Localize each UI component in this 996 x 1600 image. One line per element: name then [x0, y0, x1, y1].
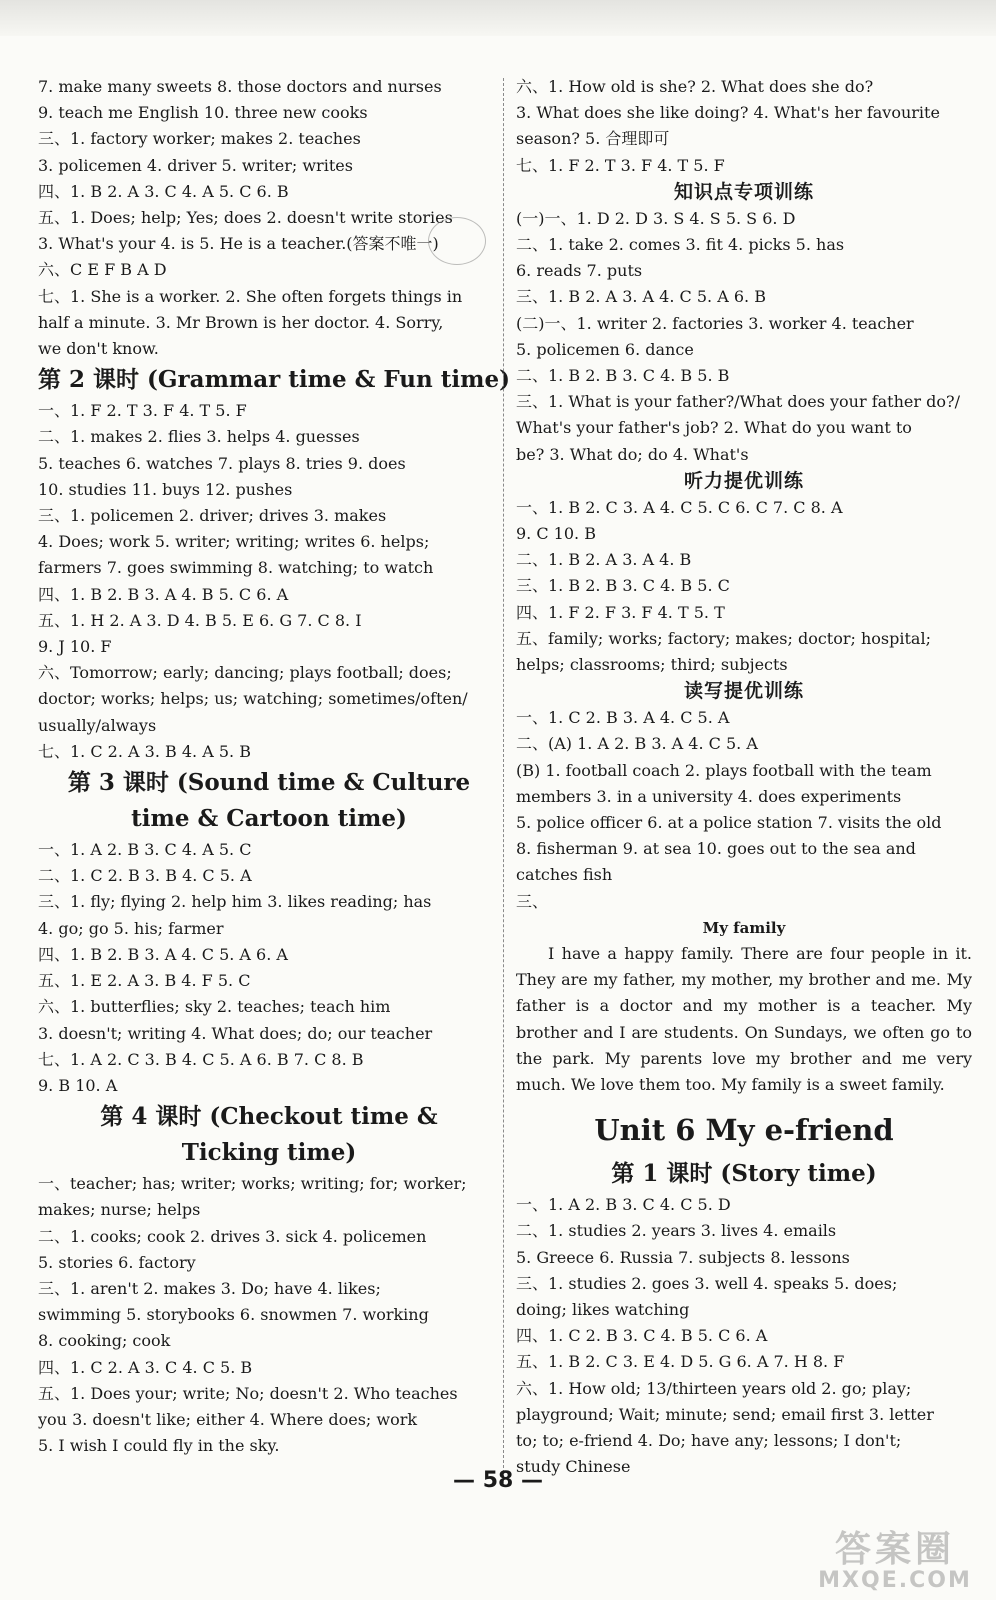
- page-top-shadow: [0, 0, 996, 36]
- right-column: [516, 74, 972, 1480]
- watermark-logo: [800, 1530, 990, 1594]
- answer-line: 四、1. B 2. B 3. A 4. B 5. C 6. A: [38, 584, 289, 604]
- answer-line: season? 5. 合理即可: [516, 129, 670, 149]
- answer-line: 二、(A) 1. A 2. B 3. A 4. C 5. A: [516, 734, 758, 754]
- essay-title: My family: [702, 918, 786, 937]
- answer-line: 5. I wish I could fly in the sky.: [38, 1436, 280, 1456]
- answer-line: 8. fisherman 9. at sea 10. goes out to the sea and: [516, 839, 916, 859]
- answer-line: 五、1. H 2. A 3. D 4. B 5. E 6. G 7. C 8. I: [38, 610, 362, 630]
- answer-line: 五、1. Does; help; Yes; does 2. doesn't write stories: [38, 208, 453, 228]
- answer-line: 三、1. factory worker; makes 2. teaches: [38, 129, 361, 149]
- answer-line: 五、1. Does your; write; No; doesn't 2. Who teaches: [38, 1383, 458, 1403]
- lesson-heading: 第 2 课时 (Grammar time & Fun time): [38, 366, 510, 394]
- answer-line: half a minute. 3. Mr Brown is her doctor. 4. Sorry,: [38, 312, 444, 332]
- answer-line: 5. teaches 6. watches 7. plays 8. tries 9. does: [38, 453, 406, 473]
- answer-line: 五、1. E 2. A 3. B 4. F 5. C: [38, 971, 251, 991]
- seal-stamp: [428, 217, 486, 265]
- answer-line: 七、1. A 2. C 3. B 4. C 5. A 6. B 7. C 8. B: [38, 1049, 364, 1069]
- section-heading: 读写提优训练: [683, 680, 804, 703]
- answer-line: 四、1. F 2. F 3. F 4. T 5. T: [516, 602, 725, 622]
- answer-line: doctor; works; helps; us; watching; sometimes/often/: [38, 689, 468, 709]
- left-column: [38, 74, 510, 1459]
- lesson-heading: 第 4 课时 (Checkout time &: [100, 1103, 438, 1131]
- answer-line: 七、1. She is a worker. 2. She often forgets things in: [38, 286, 463, 306]
- answer-line: 3. What does she like doing? 4. What's her favourite: [516, 103, 940, 123]
- answer-line: 8. cooking; cook: [38, 1331, 171, 1351]
- answer-line: members 3. in a university 4. does experiments: [516, 786, 902, 806]
- answer-line: 二、1. studies 2. years 3. lives 4. emails: [516, 1221, 837, 1241]
- section-heading: 听力提优训练: [683, 469, 804, 492]
- answer-line: we don't know.: [38, 339, 159, 359]
- answer-line: 四、1. B 2. B 3. A 4. C 5. A 6. A: [38, 944, 288, 964]
- answer-line: you 3. doesn't like; either 4. Where does; work: [38, 1409, 418, 1429]
- answer-line: 三、1. policemen 2. driver; drives 3. makes: [38, 506, 387, 526]
- answer-line: 3. doesn't; writing 4. What does; do; our teacher: [38, 1023, 433, 1043]
- answer-line: 二、1. take 2. comes 3. fit 4. picks 5. has: [516, 235, 845, 255]
- answer-line: 一、1. A 2. B 3. C 4. C 5. D: [516, 1195, 731, 1215]
- answer-line: 一、1. B 2. C 3. A 4. C 5. C 6. C 7. C 8. A: [516, 497, 843, 517]
- answer-line: 三、1. B 2. B 3. C 4. B 5. C: [516, 576, 730, 596]
- answer-line: usually/always: [38, 715, 157, 735]
- lesson-heading: time & Cartoon time): [131, 805, 407, 833]
- watermark-line1: 答案圈: [834, 1529, 955, 1570]
- answer-line: 9. teach me English 10. three new cooks: [38, 103, 368, 123]
- column-divider: [503, 78, 504, 1483]
- answer-line: 一、1. C 2. B 3. A 4. C 5. A: [516, 708, 730, 728]
- answer-line: 七、1. C 2. A 3. B 4. A 5. B: [38, 741, 251, 761]
- answer-line: be? 3. What do; do 4. What's: [516, 444, 749, 464]
- answer-line: 二、1. makes 2. flies 3. helps 4. guesses: [38, 427, 360, 447]
- page-number: — 58 —: [453, 1468, 543, 1493]
- answer-line: 3. policemen 4. driver 5. writer; writes: [38, 155, 353, 175]
- answer-line: 三、1. What is your father?/What does your father do?/: [516, 392, 960, 412]
- answer-line: 5. Greece 6. Russia 7. subjects 8. lessons: [516, 1247, 850, 1267]
- answer-line: 9. J 10. F: [38, 637, 112, 657]
- answer-line: What's your father's job? 2. What do you want to: [516, 418, 912, 438]
- answer-line: doing; likes watching: [516, 1299, 690, 1319]
- answer-line: 4. Does; work 5. writer; writing; writes 6. helps;: [38, 532, 430, 552]
- answer-line: 一、1. F 2. T 3. F 4. T 5. F: [38, 401, 247, 421]
- answer-line: 二、1. B 2. B 3. C 4. B 5. B: [516, 366, 730, 386]
- answer-line: 六、1. How old is she? 2. What does she do?: [516, 77, 874, 96]
- answer-line: (二)一、1. writer 2. factories 3. worker 4. teacher: [516, 313, 914, 333]
- answer-line: makes; nurse; helps: [38, 1200, 201, 1220]
- answer-line: 一、teacher; has; writer; works; writing; for; worker;: [38, 1174, 467, 1194]
- answer-line: 四、1. B 2. A 3. C 4. A 5. C 6. B: [38, 181, 289, 201]
- answer-line: 6. reads 7. puts: [516, 261, 643, 281]
- answer-line: (一)一、1. D 2. D 3. S 4. S 5. S 6. D: [516, 208, 796, 228]
- answer-line: 9. C 10. B: [516, 524, 596, 544]
- answer-line: 三、1. studies 2. goes 3. well 4. speaks 5. does;: [516, 1273, 898, 1293]
- answer-line: 六、1. butterflies; sky 2. teaches; teach him: [38, 997, 391, 1017]
- answer-line: 7. make many sweets 8. those doctors and nurses: [38, 77, 442, 96]
- answer-line: 9. B 10. A: [38, 1075, 118, 1095]
- answer-line: 七、1. F 2. T 3. F 4. T 5. F: [516, 155, 725, 175]
- answer-line: 10. studies 11. buys 12. pushes: [38, 479, 293, 499]
- answer-line: 5. policemen 6. dance: [516, 339, 694, 359]
- answer-line: 四、1. C 2. A 3. C 4. C 5. B: [38, 1357, 253, 1377]
- answer-line: 三、1. aren't 2. makes 3. Do; have 4. likes;: [38, 1278, 381, 1298]
- unit-title: Unit 6 My e-friend: [594, 1113, 894, 1148]
- answer-line: 4. go; go 5. his; farmer: [38, 918, 224, 938]
- watermark-line2: MXQE.COM: [818, 1568, 972, 1593]
- lesson-heading: 第 1 课时 (Story time): [611, 1160, 877, 1188]
- answer-line: 一、1. A 2. B 3. C 4. A 5. C: [38, 840, 252, 860]
- essay-paragraph: I have a happy family. There are four people in it. They are my father, my mother, my brother and me. My father is a doctor and my mother is a teacher. My brother and I are students. On Sundays, we often go to the park. My parents love my brother and me very much. We love them too. My family is a sweet family.: [516, 943, 972, 1094]
- answer-line: 5. stories 6. factory: [38, 1252, 196, 1272]
- answer-line: 五、1. B 2. C 3. E 4. D 5. G 6. A 7. H 8. F: [516, 1352, 845, 1372]
- answer-line: catches fish: [516, 865, 613, 885]
- answer-line: 三、1. fly; flying 2. help him 3. likes reading; has: [38, 892, 432, 912]
- section-heading: 知识点专项训练: [673, 180, 814, 203]
- answer-line: 二、1. B 2. A 3. A 4. B: [516, 550, 692, 570]
- answer-line: 六、1. How old; 13/thirteen years old 2. go; play;: [516, 1378, 912, 1398]
- answer-line: 六、C E F B A D: [38, 260, 167, 280]
- answer-line: helps; classrooms; third; subjects: [516, 655, 788, 675]
- answer-line: to; to; e-friend 4. Do; have any; lessons; I don't;: [516, 1430, 902, 1450]
- answer-line: playground; Wait; minute; send; email first 3. letter: [516, 1404, 934, 1424]
- answer-line: 二、1. C 2. B 3. B 4. C 5. A: [38, 866, 252, 886]
- answer-line: (B) 1. football coach 2. plays football with the team: [516, 760, 932, 780]
- lesson-heading: Ticking time): [181, 1139, 357, 1167]
- answer-line: 二、1. cooks; cook 2. drives 3. sick 4. policemen: [38, 1226, 427, 1246]
- answer-line: study Chinese: [516, 1457, 631, 1477]
- answer-line: 三、: [516, 891, 549, 911]
- answer-line: 3. What's your 4. is 5. He is a teacher.(答案不唯一): [38, 234, 439, 254]
- answer-line: 三、1. B 2. A 3. A 4. C 5. A 6. B: [516, 287, 766, 307]
- lesson-heading: 第 3 课时 (Sound time & Culture: [67, 769, 471, 797]
- answer-line: 5. police officer 6. at a police station 7. visits the old: [516, 813, 942, 833]
- answer-line: 六、Tomorrow; early; dancing; plays football; does;: [38, 663, 452, 683]
- answer-line: 四、1. C 2. B 3. C 4. B 5. C 6. A: [516, 1326, 768, 1346]
- answer-line: swimming 5. storybooks 6. snowmen 7. working: [38, 1305, 429, 1325]
- answer-line: farmers 7. goes swimming 8. watching; to watch: [38, 558, 434, 578]
- answer-line: 五、family; works; factory; makes; doctor; hospital;: [516, 628, 931, 648]
